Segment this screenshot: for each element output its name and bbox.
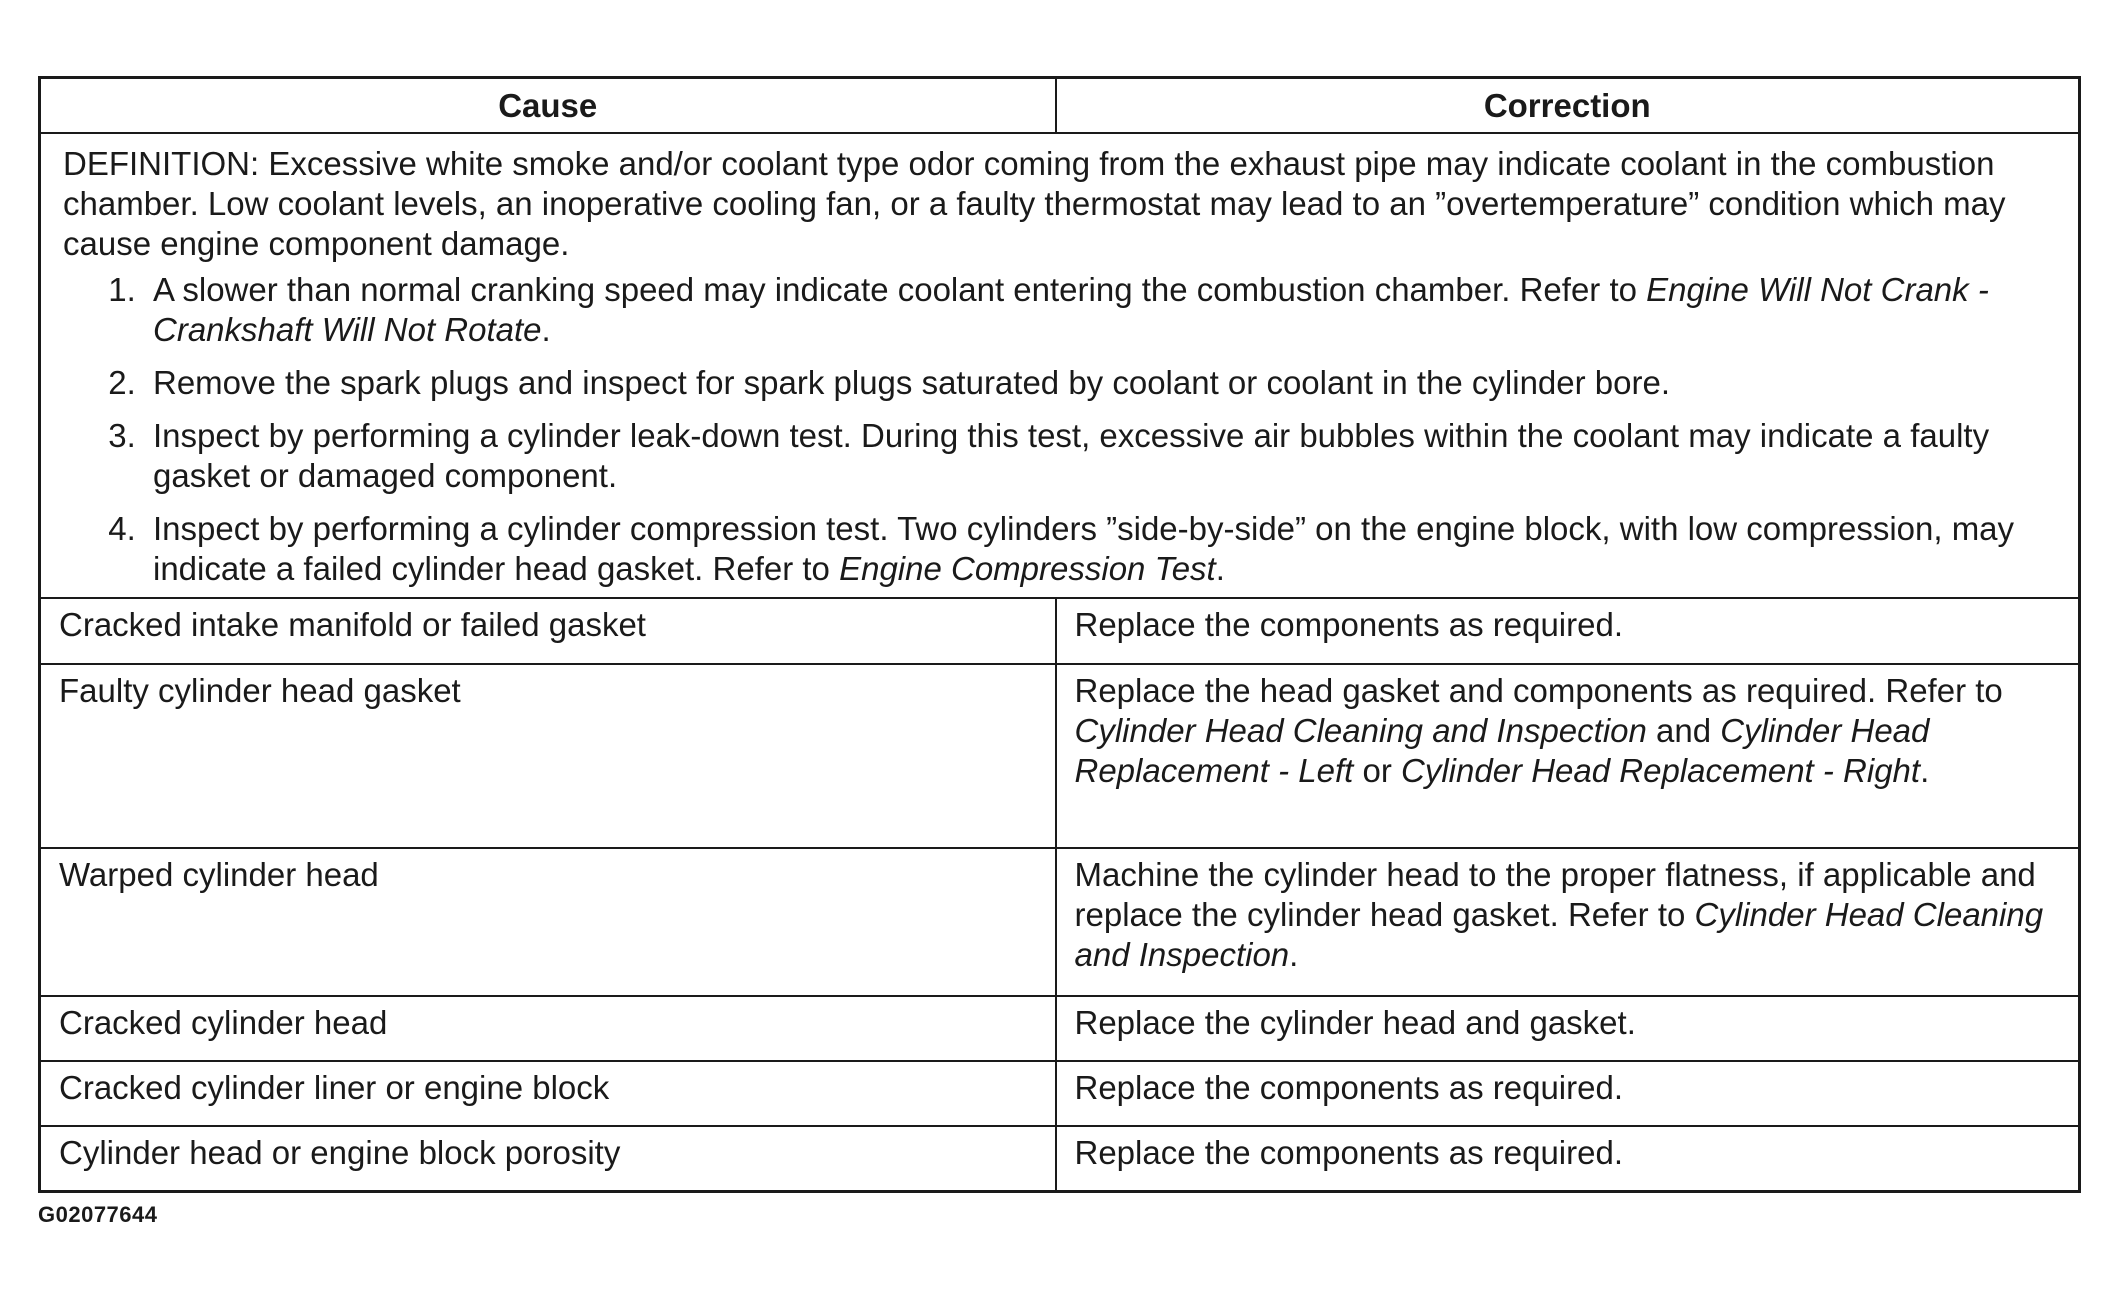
table-row bbox=[40, 664, 2080, 848]
cause-cell: Cracked cylinder liner or engine block bbox=[40, 1061, 1056, 1126]
step-item bbox=[145, 270, 2060, 350]
correction-text: or bbox=[1353, 752, 1401, 789]
cause-cell: Cracked intake manifold or failed gasket bbox=[40, 598, 1056, 664]
header-row bbox=[40, 78, 2080, 134]
correction-reference: Cylinder Head Replacement - Left bbox=[1074, 712, 1930, 789]
step-item bbox=[145, 363, 2060, 403]
correction-text: Replace the head gasket and components as required. Refer to bbox=[1074, 672, 2003, 709]
figure-id: G02077644 bbox=[38, 1202, 158, 1227]
step-text: Remove the spark plugs and inspect for spark plugs saturated by coolant or coolant in the cylinder bore. bbox=[153, 364, 1671, 401]
cause-cell: Cylinder head or engine block porosity bbox=[40, 1126, 1056, 1192]
step-text: Inspect by performing a cylinder leak-down test. During this test, excessive air bubbles within the coolant may indicate a faulty gasket or damaged component. bbox=[153, 417, 1990, 494]
cause-cell: Cracked cylinder head bbox=[40, 996, 1056, 1061]
step-text-end: . bbox=[1215, 550, 1225, 587]
definition-text: DEFINITION: Excessive white smoke and/or coolant type odor coming from the exhaust pipe may indicate coolant in the combustion chamber. Low coolant levels, an inoperative cooling fan, or a faulty thermostat may lead to an ”overtemperature” condition which may cause engine component damage. bbox=[63, 145, 2006, 262]
correction-cell: Replace the components as required. bbox=[1056, 1126, 2080, 1192]
definition-cell bbox=[40, 133, 2080, 598]
correction-cell bbox=[1056, 664, 2080, 848]
cause-cell: Faulty cylinder head gasket bbox=[40, 664, 1056, 848]
correction-text: . bbox=[1289, 936, 1299, 973]
correction-reference: Cylinder Head Cleaning and Inspection bbox=[1074, 712, 1647, 749]
table-row bbox=[40, 598, 2080, 664]
correction-text: . bbox=[1920, 752, 1930, 789]
table-row bbox=[40, 848, 2080, 996]
step-item bbox=[145, 416, 2060, 496]
correction-cell: Replace the cylinder head and gasket. bbox=[1056, 996, 2080, 1061]
correction-text: Machine the cylinder head to the proper flatness, if applicable and replace the cylinder head gasket. Refer to bbox=[1074, 856, 2036, 933]
table-row bbox=[40, 1126, 2080, 1192]
correction-reference: Cylinder Head Replacement - Right bbox=[1401, 752, 1921, 789]
table-row bbox=[40, 1061, 2080, 1126]
step-reference: Engine Will Not Crank - Crankshaft Will Not Rotate bbox=[153, 271, 1989, 348]
step-text: Inspect by performing a cylinder compression test. Two cylinders ”side-by-side” on the engine block, with low compression, may indicate a failed cylinder head gasket. Refer to bbox=[153, 510, 2015, 587]
correction-column-header: Correction bbox=[1056, 78, 2080, 134]
diagnostic-table bbox=[38, 76, 2081, 1193]
definition-row bbox=[40, 133, 2080, 598]
step-text-end: . bbox=[541, 311, 551, 348]
correction-text: and bbox=[1646, 712, 1721, 749]
correction-cell bbox=[1056, 848, 2080, 996]
cause-column-header: Cause bbox=[40, 78, 1056, 134]
step-text: A slower than normal cranking speed may indicate coolant entering the combustion chamber. Refer to bbox=[153, 271, 1647, 308]
cause-cell: Warped cylinder head bbox=[40, 848, 1056, 996]
correction-reference: Cylinder Head Cleaning and Inspection bbox=[1074, 896, 2044, 973]
diagnostic-steps bbox=[63, 270, 2060, 589]
step-item bbox=[145, 509, 2060, 589]
correction-cell: Replace the components as required. bbox=[1056, 1061, 2080, 1126]
correction-cell: Replace the components as required. bbox=[1056, 598, 2080, 664]
diagnostic-sheet bbox=[38, 76, 2078, 1193]
table-row bbox=[40, 996, 2080, 1061]
step-reference: Engine Compression Test bbox=[839, 550, 1216, 587]
